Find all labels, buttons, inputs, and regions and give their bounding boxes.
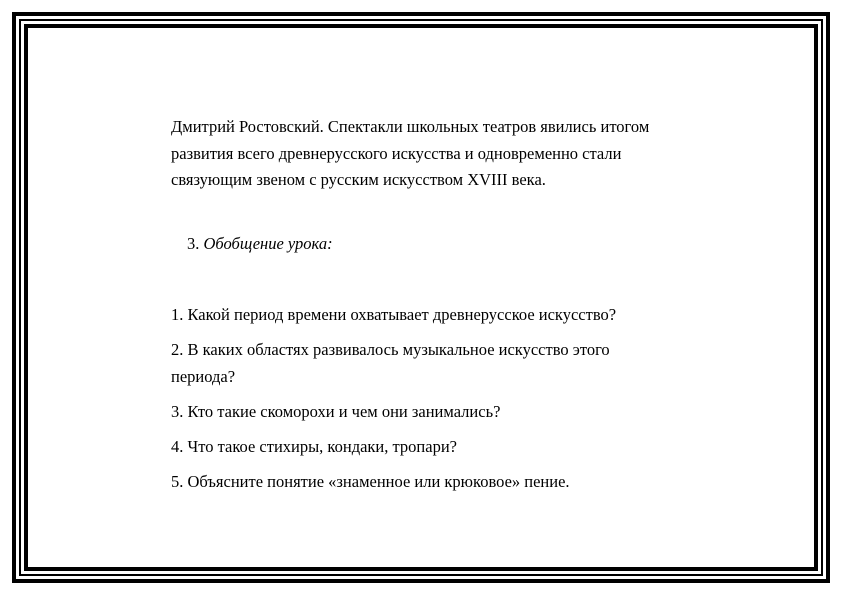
intro-line: Дмитрий Ростовский. Спектакли школьных театров явились итогом (171, 117, 650, 136)
intro-line: связующим звеном с русским искусством XVIII века. (171, 170, 546, 189)
question-item (171, 469, 731, 496)
question-line: 2. В каких областях развивалось музыкальное искусство этого (171, 340, 610, 359)
question-line: 3. Кто такие скоморохи и чем они занимались? (171, 401, 501, 421)
intro-paragraph (171, 114, 731, 194)
section-heading (187, 231, 747, 258)
question-line: 1. Какой период времени охватывает древнерусское искусство? (171, 305, 617, 324)
question-item (171, 337, 731, 390)
question-item (171, 302, 731, 329)
question-item (171, 434, 731, 461)
section-number: 3. (187, 234, 200, 253)
section-title: Обобщение урока: (203, 234, 333, 253)
intro-line: развития всего древнерусского искусства и одновременно стали (171, 143, 622, 163)
question-item (171, 399, 731, 426)
question-line: 5. Объясните понятие «знаменное или крюковое» пение. (171, 471, 570, 491)
question-line: 4. Что такое стихиры, кондаки, тропари? (171, 436, 457, 456)
question-line: периода? (171, 366, 236, 386)
questions-list (171, 302, 731, 504)
